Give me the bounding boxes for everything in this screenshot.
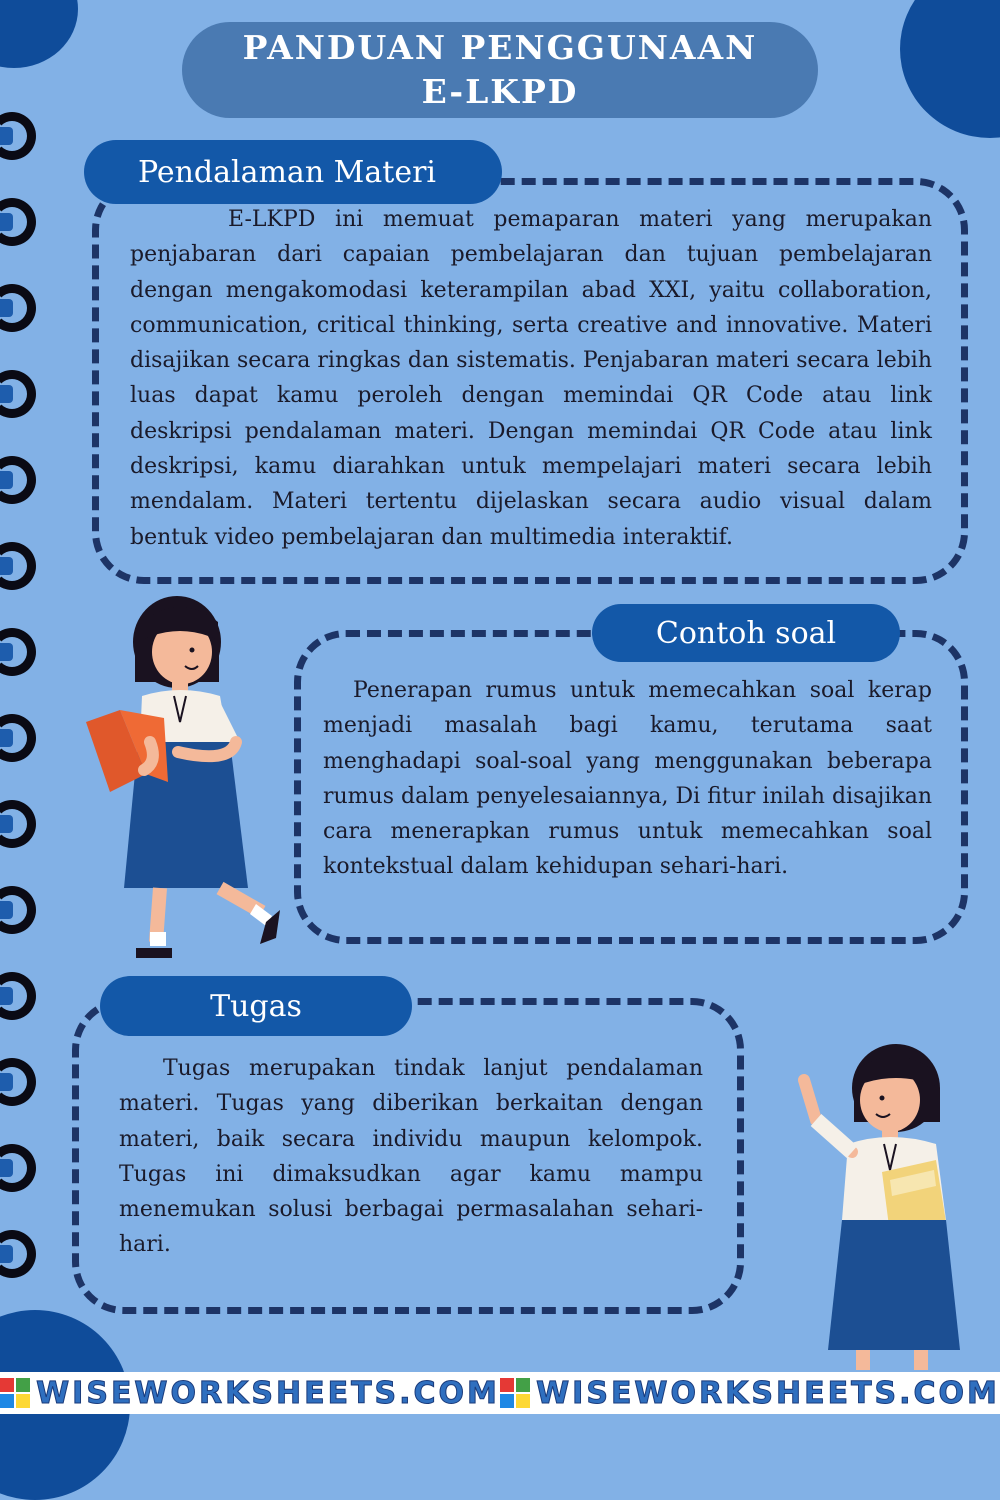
binder-ring-icon — [0, 198, 36, 246]
student-girl-reading-illustration — [80, 592, 290, 972]
binder-ring-icon — [0, 284, 36, 332]
student-girl-pointing-illustration — [786, 1040, 976, 1370]
watermark-footer — [0, 1372, 1000, 1414]
binder-ring-icon — [0, 972, 36, 1020]
binder-ring-icon — [0, 714, 36, 762]
binder-ring-icon — [0, 628, 36, 676]
watermark-text: WISEWORKSHEETS.COM — [536, 1375, 1000, 1411]
binder-ring-icon — [0, 456, 36, 504]
binder-ring-icon — [0, 800, 36, 848]
watermark-logo-icon — [500, 1378, 530, 1408]
binder-ring-icon — [0, 112, 36, 160]
page-title — [182, 22, 818, 118]
watermark-text: WISEWORKSHEETS.COM — [36, 1375, 500, 1411]
binder-ring-icon — [0, 1058, 36, 1106]
binder-ring-icon — [0, 1144, 36, 1192]
section-materi-label: Pendalaman Materi — [84, 140, 502, 204]
binder-ring-icon — [0, 542, 36, 590]
section-materi-text: E-LKPD ini memuat pemaparan materi yang merupakan penjabaran dari capaian pembelajaran dan tujuan pembelajaran dengan mengakomodasi keterampilan abad XXI, yaitu collaboration, communication, critical thinking, serta creative and innovative. Materi disajikan secara ringkas dan sistematis. Penjabaran materi secara lebih luas dapat kamu peroleh dengan memindai QR Code atau link deskripsi pendalaman materi. Dengan memindai QR Code atau link deskripsi, kamu diarahkan untuk mempelajari materi secara lebih mendalam. Materi tertentu dijelaskan secara audio visual dalam bentuk video pembelajaran dan multimedia interaktif. — [130, 207, 932, 550]
binder-ring-icon — [0, 886, 36, 934]
section-contoh-text: Penerapan rumus untuk memecahkan soal kerap menjadi masalah bagi kamu, terutama saat menghadapi soal-soal yang menggunakan beberapa rumus dalam penyelesaiannya, Di fitur inilah disajikan cara menerapkan rumus untuk memecahkan soal kontekstual dalam kehidupan sehari-hari. — [323, 678, 932, 880]
binder-ring-icon — [0, 370, 36, 418]
top-right-circle — [900, 0, 1000, 138]
watermark — [500, 1376, 1000, 1411]
binder-ring-icon — [0, 1230, 36, 1278]
page-title-line2: E-LKPD — [421, 72, 579, 111]
page-title-line1: PANDUAN PENGGUNAAN — [242, 28, 758, 67]
section-tugas-text: Tugas merupakan tindak lanjut pendalaman materi. Tugas yang diberikan berkaitan dengan materi, baik secara individu maupun kelompok. Tugas ini dimaksudkan agar kamu mampu menemukan solusi berbagai permasalahan sehari-hari. — [119, 1056, 703, 1258]
section-contoh-label: Contoh soal — [592, 604, 900, 662]
section-tugas-label: Tugas — [100, 976, 412, 1036]
watermark-logo-icon — [0, 1378, 30, 1408]
watermark — [0, 1376, 500, 1411]
top-left-circle — [0, 0, 78, 68]
